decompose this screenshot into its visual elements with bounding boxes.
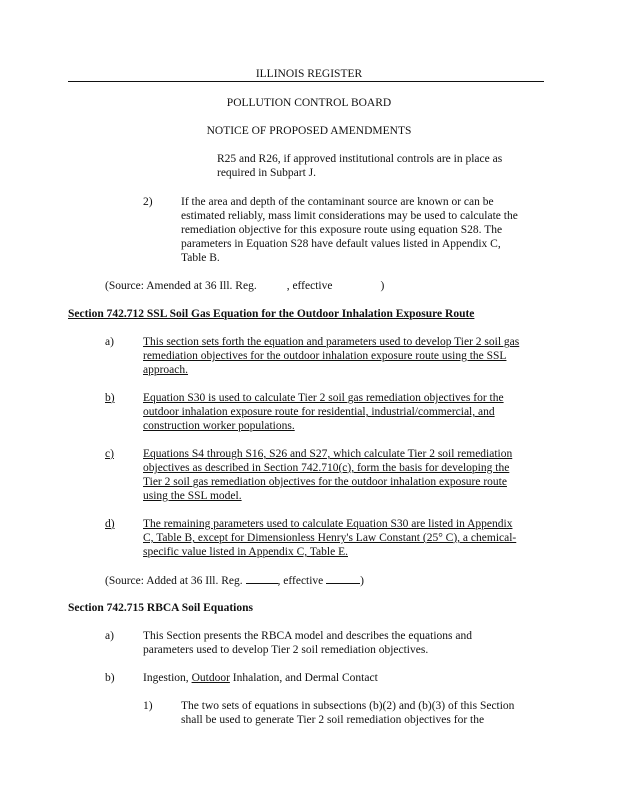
source-note-amended — [105, 279, 384, 293]
item-2-line: remediation objective for this exposure route using equation S28. The — [181, 224, 503, 236]
section-712-c-marker: c) — [105, 448, 114, 460]
section-712-d-line: C, Table B, except for Dimensionless Henry's Law Constant (25° C), a chemical- — [143, 532, 517, 544]
section-712-b-marker: b) — [105, 392, 115, 404]
item-2-line: If the area and depth of the contaminant source are known or can be — [181, 196, 494, 208]
section-715-b-pre: Ingestion, — [143, 672, 192, 684]
section-715-b-underlined: Outdoor — [191, 672, 230, 684]
continuation-line-2: required in Subpart J. — [217, 167, 317, 179]
continuation-line-1: R25 and R26, if approved institutional controls are in place as — [217, 153, 503, 165]
section-712-c-line: Equations S4 through S16, S26 and S27, which calculate Tier 2 soil remediation — [143, 448, 513, 460]
section-712-c-line: objectives as described in Section 742.710(c), form the basis for developing the — [143, 462, 510, 474]
section-715-b-post: Inhalation, and Dermal Contact — [229, 672, 378, 684]
section-712-c-line: using the SSL model. — [143, 490, 242, 502]
source-effective: , effective — [286, 280, 333, 292]
item-2-line: parameters in Equation S28 have default values listed in Appendix C, — [181, 238, 501, 250]
section-712-a-line: This section sets forth the equation and parameters used to develop Tier 2 soil gas — [143, 336, 520, 348]
item-2-marker: 2) — [143, 196, 153, 208]
source-prefix: (Source: Amended at 36 Ill. Reg. — [105, 280, 257, 292]
section-712-d-line: The remaining parameters used to calculate Equation S30 are listed in Appendix — [143, 518, 513, 530]
section-715-a-marker: a) — [105, 630, 114, 642]
section-712-title: Section 742.712 SSL Soil Gas Equation for the Outdoor Inhalation Exposure Route — [68, 308, 475, 320]
source-effective: , effective — [277, 575, 324, 587]
section-712-c-line: Tier 2 soil gas remediation objectives for the outdoor inhalation exposure route — [143, 476, 507, 488]
section-715-b1-line: The two sets of equations in subsections (b)(2) and (b)(3) of this Section — [181, 700, 515, 712]
section-715-b-heading — [143, 671, 378, 685]
source-close: ) — [380, 280, 385, 292]
source-blank-reg — [246, 573, 278, 584]
section-715-a-line: This Section presents the RBCA model and describes the equations and — [143, 630, 472, 642]
item-2-line: estimated reliably, mass limit considerations may be used to calculate the — [181, 210, 518, 222]
source-close: ) — [360, 575, 365, 587]
header-rule — [68, 81, 544, 82]
item-2-line: Table B. — [181, 252, 220, 264]
section-712-d-marker: d) — [105, 518, 115, 530]
section-712-d-line: specific value listed in Appendix C, Table E. — [143, 546, 348, 558]
section-712-a-line: approach. — [143, 364, 189, 376]
source-blank-date — [326, 573, 360, 584]
section-715-b1-line: shall be used to generate Tier 2 soil remediation objectives for the — [181, 714, 485, 726]
section-712-b-line: outdoor inhalation exposure route for residential, industrial/commercial, and — [143, 406, 495, 418]
section-715-a-line: parameters used to develop Tier 2 soil remediation objectives. — [143, 644, 429, 656]
source-note-added — [105, 573, 364, 588]
section-712-b-line: Equation S30 is used to calculate Tier 2 soil gas remediation objectives for the — [143, 392, 504, 404]
section-712-b-line: construction worker populations. — [143, 420, 295, 432]
section-712-a-marker: a) — [105, 336, 114, 348]
source-prefix: (Source: Added at 36 Ill. Reg. — [105, 575, 243, 587]
register-heading: ILLINOIS REGISTER — [255, 68, 363, 80]
notice-heading: NOTICE OF PROPOSED AMENDMENTS — [206, 125, 412, 137]
section-715-title: Section 742.715 RBCA Soil Equations — [68, 602, 253, 614]
section-715-b-marker: b) — [105, 672, 115, 684]
board-heading: POLLUTION CONTROL BOARD — [226, 97, 392, 109]
section-712-a-line: remediation objectives for the outdoor inhalation exposure route using the SSL — [143, 350, 507, 362]
section-715-b1-marker: 1) — [143, 700, 153, 712]
